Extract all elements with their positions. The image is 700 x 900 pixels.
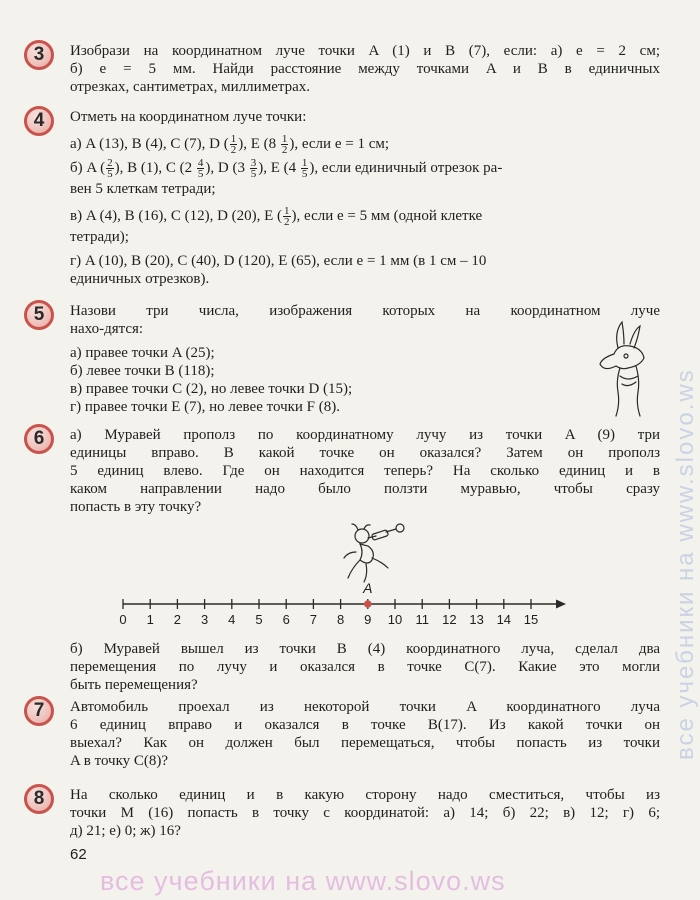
task-5 xyxy=(33,302,660,416)
text-line: б) e = 5 мм. Найди расстояние между точками A и B в единичных xyxy=(70,61,660,77)
text-line: а) Муравей прополз по координатному лучу из точки A (9) три xyxy=(70,427,660,443)
page-number: 62 xyxy=(70,846,87,863)
ray-tick-label: 3 xyxy=(200,612,209,627)
text-line: попасть в эту точку? xyxy=(70,499,202,515)
text-line: Изобрази на координатном луче точки A (1) и B (7), если: а) e = 2 см; xyxy=(70,43,660,59)
ray-arrow xyxy=(556,600,566,609)
task-8 xyxy=(33,786,660,840)
ray-point-label: A xyxy=(363,580,373,596)
ray-tick-label: 1 xyxy=(146,612,154,627)
task-number-badge: 3 xyxy=(24,40,54,70)
task-item-d: г) A (10), B (20), C (40), D (120), E (65), если e = 1 мм (в 1 см – 10 xyxy=(70,253,487,269)
ray-tick-label: 0 xyxy=(119,612,127,627)
text-line: вен 5 клеткам тетради; xyxy=(70,181,216,197)
task-item-c: в) A (4), B (16), C (12), D (20), E ( $\frac{1}{2}$ ), если e = 5 мм (одной клетке xyxy=(70,205,483,229)
coordinate-ray xyxy=(110,576,570,628)
fraction: $\frac{4}{5}$ xyxy=(197,157,204,181)
ray-tick-label: 5 xyxy=(255,612,263,627)
text-line: точки M (16) попасть в точку с координатой: а) 14; б) 22; в) 12; г) 6; xyxy=(70,805,660,821)
watermark-side: все учебники на www.slovo.ws xyxy=(672,368,699,760)
task-intro: Отметь на координатном луче точки: xyxy=(70,109,307,125)
list-item: а) правее точки A (25); xyxy=(70,345,215,361)
fraction: $\frac{1}{5}$ xyxy=(301,157,308,181)
text-line: отрезках, сантиметрах, миллиметрах. xyxy=(70,79,310,95)
ray-tick-label: 7 xyxy=(309,612,318,627)
ray-tick-label: 6 xyxy=(282,612,290,627)
text-line: д) 21; е) 0; ж) 16? xyxy=(70,823,181,839)
list-item: б) левее точки B (118); xyxy=(70,363,215,379)
ant-illustration xyxy=(338,522,422,584)
text-line: быть перемещения? xyxy=(70,677,198,693)
ray-point xyxy=(364,600,372,608)
text-line: каком направлении надо было ползти муравью, чтобы сразу xyxy=(70,481,660,497)
ray-tick-label: 11 xyxy=(415,612,429,627)
text-line: 5 единиц влево. Где он находится теперь? На сколько единиц и в xyxy=(70,463,660,479)
task-6b xyxy=(70,640,660,694)
text-line: выехал? Как он должен был перемещаться, чтобы попасть из точки xyxy=(70,735,660,751)
list-item: в) правее точки C (2), но левее точки D (15); xyxy=(70,381,353,397)
list-item: г) правее точки E (7), но левее точки F (8). xyxy=(70,399,341,415)
text-line: единицы вправо. В какой точке он оказался? Затем он прополз xyxy=(70,445,660,461)
llama-illustration xyxy=(594,318,660,418)
ray-tick-label: 12 xyxy=(442,612,457,627)
task-number-badge: 7 xyxy=(24,696,54,726)
text-line: На сколько единиц и в какую сторону надо сместиться, чтобы из xyxy=(70,787,660,803)
text-line: Автомобиль проехал из некоторой точки A координатного луча xyxy=(70,699,660,715)
text-line: тетради); xyxy=(70,229,129,245)
text-line: 6 единиц вправо и оказался в точке B(17). Из какой точки он xyxy=(70,717,660,733)
task-number-badge: 8 xyxy=(24,784,54,814)
task-7 xyxy=(33,698,660,770)
watermark-bottom: все учебники на www.slovo.ws xyxy=(100,866,506,896)
ray-tick-label: 2 xyxy=(173,612,182,627)
fraction: $\frac{1}{2}$ xyxy=(284,205,290,229)
ray-tick-label: 9 xyxy=(364,612,372,627)
task-3 xyxy=(33,42,660,96)
ray-tick-label: 13 xyxy=(469,612,484,627)
task-number-badge: 6 xyxy=(24,424,54,454)
task-number-badge: 4 xyxy=(24,106,54,136)
text-line: A в точку C(8)? xyxy=(70,753,169,769)
ray-tick-label: 14 xyxy=(496,612,512,627)
fraction: $\frac{1}{2}$ xyxy=(230,133,237,157)
task-number-badge: 5 xyxy=(24,300,54,330)
text-line: перемещения по лучу и оказался в точке C(7). Какие это могли xyxy=(70,659,660,675)
task-item-b: б) A ( $\frac{2}{5}$ ), B (1), C (2 $\frac{4}{5}$ ), D (3 $\frac{3}{5}$ ), E (4 $\frac{1}{5}$ ), если единичный отрезок ра- xyxy=(70,157,503,181)
ray-tick-label: 8 xyxy=(336,612,345,627)
ray-tick-label: 15 xyxy=(523,612,539,627)
fraction: $\frac{1}{2}$ xyxy=(281,133,288,157)
fraction: $\frac{3}{5}$ xyxy=(250,157,257,181)
text-line: б) Муравей вышел из точки B (4) координатного луча, сделал два xyxy=(70,641,660,657)
text-line: единичных отрезков). xyxy=(70,271,210,287)
ray-tick-label: 4 xyxy=(228,612,236,627)
fraction: $\frac{2}{5}$ xyxy=(107,157,113,181)
ray-tick-label: 10 xyxy=(387,612,403,627)
task-item-a: а) A (13), B (4), C (7), D ( $\frac{1}{2}$ ), E (8 $\frac{1}{2}$ ), если e = 1 см; xyxy=(70,133,390,157)
task-6 xyxy=(33,426,660,516)
text-line: нахо-дятся: xyxy=(70,321,144,337)
task-4 xyxy=(33,108,660,288)
text-line: Назови три числа, изображения которых на координатном луче xyxy=(70,303,660,319)
